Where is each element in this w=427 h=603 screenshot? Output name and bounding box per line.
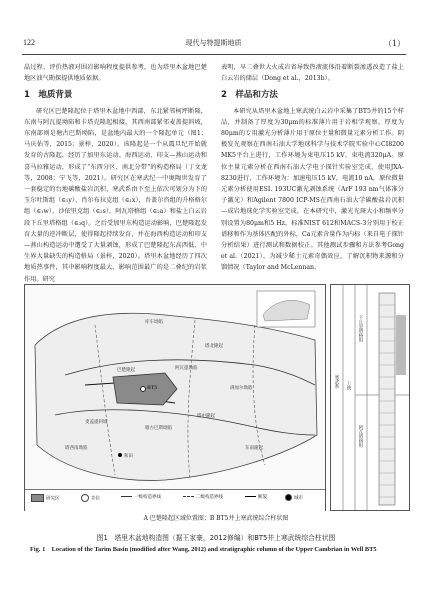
- map-label-kuqa: 库车坳陷: [145, 320, 163, 325]
- map-label-tabei: 塔北隆起: [205, 344, 223, 349]
- legend-swatch-well: [81, 494, 89, 502]
- city-marker: [118, 453, 122, 457]
- legend-item-city: [285, 494, 303, 501]
- map-label-hetian: 和田: [124, 454, 133, 459]
- legend-text-city: 城市: [294, 496, 303, 501]
- header-rule: [22, 54, 406, 55]
- issue-number: （1）: [383, 39, 405, 48]
- map-label-bachu: 巴楚隆起: [117, 368, 135, 373]
- tarim-basin-map: [24, 284, 326, 511]
- basin-outline: [35, 313, 317, 480]
- figure-caption-zh: 图1 塔里木盆地构造图（据王家豪，2012修编）和BT5井上寒武统综合柱状图: [96, 534, 336, 542]
- right-column: [221, 62, 404, 274]
- map-drawing: [25, 285, 325, 489]
- column-label-formation-upper: 下丘里塔格组: [358, 315, 363, 342]
- right-intro-paragraph: 表明，早二叠世大火成岩省导致热液流体沿着断裂渗透改造了盐上白云岩的储层（Dong et al.，2013b）。: [221, 64, 404, 83]
- legend-item-study-area: [31, 494, 60, 502]
- legend-swatch-primary-boundary: [121, 496, 132, 497]
- map-legend: [25, 489, 325, 511]
- legend-item-well: [81, 494, 100, 502]
- left-intro-paragraph: 晶过程、评价热液对围岩影响程度提供参考，也为塔里木盆地巴楚地区油气勘探提供地质依据。: [24, 64, 207, 83]
- stratigraphic-column-drawing: [331, 285, 409, 510]
- column-label-system: 寒武系: [334, 375, 339, 389]
- sample-band: [396, 315, 406, 375]
- legend-text-primary-boundary: 一级构造界线: [134, 495, 161, 500]
- lithology-column: [379, 293, 395, 505]
- journal-title: 现代与特提斯地质: [185, 39, 242, 47]
- well-bt5-marker: [141, 387, 146, 392]
- legend-text-study-area: 研究区: [46, 496, 60, 502]
- legend-item-fault: [245, 494, 267, 500]
- map-label-maigaiti: 麦盖提斜坡: [85, 420, 108, 425]
- page-number: 122: [23, 38, 35, 47]
- legend-swatch-city: [285, 494, 292, 501]
- page-header: [0, 38, 427, 52]
- legend-swatch-secondary-boundary: [183, 496, 194, 497]
- section-2-heading: 2 样品和方法: [221, 90, 278, 101]
- legend-item-secondary-boundary: [183, 494, 223, 500]
- figure-subcaption: A 巴楚隆起区域位置图；B BT5井上寒武统综合柱状图: [143, 515, 289, 522]
- map-label-dongnan: 东南隆起: [245, 446, 263, 451]
- section-1-paragraph: 研究区巴楚隆起位于塔里木盆地中西部，东北紧邻柯坪断隆，东南与阿瓦提坳陷和卡塔克隆起相接，其西南部紧邻麦盖提斜坡，东南部则是塘古巴斯坳陷，是盆地内最大的一个隆起单元（图1；马庆佑等，2015；景梓，2020）。该隆起是一个从震旦纪开始就发育的古隆起，经历了加里东运动、海西运动、印支—燕山运动和喜马拉雅运动，形成了“东西分区、南北分带”的构造格局（丁文龙等，2008；宁飞等，2021）。研究区在寒武纪一中奥陶世发育了一套稳定的台地碳酸盐岩沉积，寒武系由下至上依次可划分为下的玉尔吐斯组（∈₁y）、肖尔布拉克组（∈₁x），吾盖尔咨组的升格格尔组（∈₁w），沙依里克组（∈₂s），阿瓦塔格组（∈₂a）和盐上白云岩段下丘里塔格组（∈₃q）。之后受加里东构造运动影响，巴楚隆起发育大量的逆冲断层，使得隆起持续发育，并在海西构造运动和印支—燕山构造运动中遭受了大量剥蚀，形成了巴楚隆起东高西低、中生界大量缺失的构造格局（景梓，2020）。塔里木盆地经历了四次地质热事件，其中影响程度最大、影响范围最广的是二叠纪的岩浆作用。研究: [24, 107, 207, 283]
- figure-1: [24, 284, 408, 522]
- section-1-heading: 1 地质背景: [24, 90, 73, 101]
- section-2-paragraph: 本研究从塔里木盆地上寒武统白云岩中采集了BT5井的15个样品，并制备了厚度为30μm的标准薄片用于岩相学观察，厚度为80μm的专用激光分析薄片用于原位主量和微量元素分析工作。阴极发光观察在西南石油大学地球科学与技术学院实验中心CI8200 MK5平台上进行，工作环境为束电压15 kV，束电流320μA。原位主量元素分析在西南石油大学电子探针实验室完成，使用JXA-8230进行，工作环境为：加速电压15 kV，电流10 nA，原位微量元素分析使用ESI. 193UC激光剥蚀系统（ArF 193 nm气体准分子激光）和Agilent 7800 ICP-MS在西南石油大学碳酸盐岩沉积—成岩地球化学实验室完成。在本研究中，激光光斑大小和频率分别设置为80μm和5 Hz，标准NIST 612和MACS-3分别用于校正谱移和作为基体匹配的外标，Ca元素含量作为内标（来自电子探针分析结果）进行测试和数据校正。其他测试步骤和方法参考Gong et al.（2021），为减少稀土元素奇偶效应，了解沉积物来源和分馏情况（Taylor and McLennan，: [221, 107, 404, 272]
- left-column: [24, 62, 207, 285]
- stratigraphic-column: [330, 284, 410, 511]
- map-label-tanggubasi: 塘古巴斯坳陷: [145, 426, 172, 431]
- map-label-manjiaer: 满加尔坳陷: [230, 386, 253, 391]
- legend-text-well: 井位: [91, 496, 100, 502]
- map-label-taxinan: 塔西南坳陷: [65, 446, 88, 451]
- map-label-awati: 阿瓦提坳陷: [175, 366, 198, 371]
- map-label-tazhong: 塔中隆起: [197, 414, 215, 419]
- figure-caption-en: Fig. 1 Location of the Tarim Basin (modified after Wang, 2012) and stratigraphic column of the Upper Cambrian in Well BT5: [30, 546, 377, 553]
- map-label-bt5: BT5: [147, 386, 158, 391]
- column-label-series: 上统: [346, 381, 351, 390]
- legend-text-secondary-boundary: 二级构造界线: [196, 495, 223, 500]
- legend-swatch-study-area: [31, 494, 44, 502]
- column-label-formation-lower: 阿瓦塔格组: [358, 425, 363, 448]
- legend-swatch-fault: [245, 496, 256, 497]
- legend-item-primary-boundary: [121, 494, 161, 500]
- legend-text-fault: 断裂: [258, 495, 267, 500]
